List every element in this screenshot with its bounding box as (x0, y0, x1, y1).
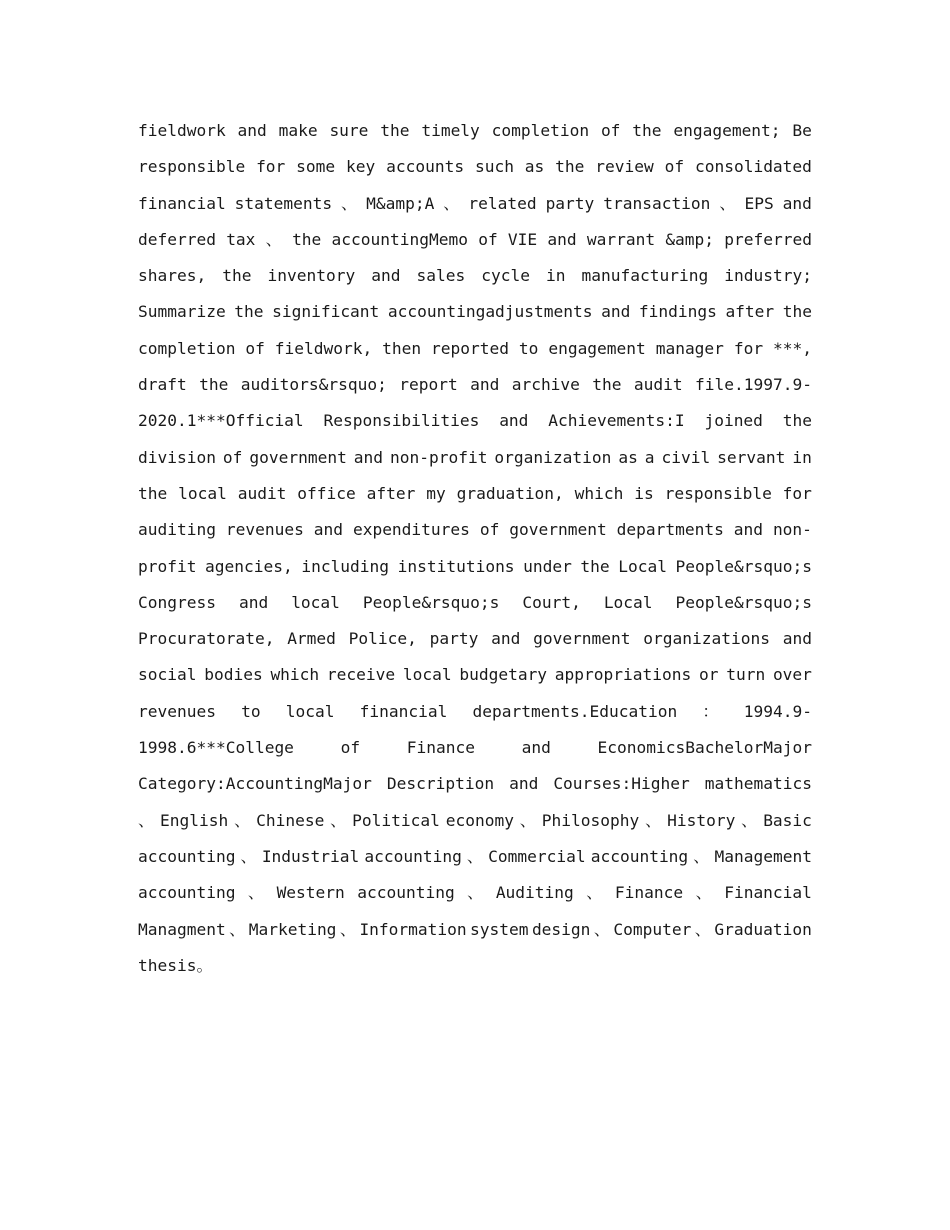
word: of (664, 157, 685, 177)
word: and (238, 592, 269, 612)
word: Commercial (488, 846, 586, 866)
word: local (291, 592, 340, 612)
word: party (429, 629, 479, 649)
word: related (468, 193, 537, 213)
word: 1994.9- (743, 701, 812, 721)
word: local (402, 665, 452, 685)
word: and (782, 193, 812, 213)
word: Philosophy (541, 810, 640, 830)
word: Responsibilities (323, 411, 480, 431)
word: Computer (613, 919, 692, 939)
word: financial (359, 701, 448, 721)
word: receive (326, 665, 396, 685)
word: the (632, 121, 662, 140)
text-line (138, 512, 812, 548)
word: Courses:Higher (553, 774, 690, 794)
word: People&rsquo;s (675, 556, 812, 576)
text-line (138, 440, 812, 476)
word: thesis。 (138, 955, 213, 975)
word: bodies (204, 665, 263, 685)
word: file.1997.9- (695, 375, 812, 395)
word: under (523, 556, 572, 576)
word: Police, (348, 629, 417, 649)
word: ： (702, 701, 719, 721)
word: and (547, 229, 577, 249)
word: after (366, 483, 416, 503)
word: responsible (664, 483, 772, 503)
word: fieldwork, (274, 338, 373, 358)
word: completion (491, 121, 590, 140)
word: and (237, 121, 267, 140)
word: accounting (590, 846, 689, 866)
word: Finance (406, 738, 475, 758)
word: the (555, 157, 585, 177)
word: Information (359, 919, 467, 939)
word: expenditures (352, 520, 470, 540)
word: over (772, 665, 812, 685)
word: cycle (481, 266, 530, 286)
word: Basic (763, 810, 812, 830)
word: History (667, 810, 736, 830)
word: 、 (443, 193, 460, 213)
word: financial (138, 193, 226, 213)
word: 、 (693, 846, 710, 866)
word: audit (633, 375, 683, 395)
word: the (782, 302, 812, 322)
word: industry; (724, 266, 812, 286)
word: 、 (234, 810, 251, 830)
word: 、 (247, 883, 265, 903)
word: design (531, 919, 591, 939)
word: warrant (586, 229, 656, 249)
word: including (301, 556, 390, 576)
word: for (782, 483, 812, 503)
text-line (138, 912, 812, 948)
word: then (382, 338, 422, 358)
word: 1998.6***College (138, 738, 294, 758)
word: the (592, 375, 622, 395)
text-line (138, 585, 812, 621)
word: 、 (519, 810, 536, 830)
word: completion (138, 338, 236, 358)
word: Procuratorate, (138, 629, 275, 649)
word: manufacturing (581, 266, 709, 286)
word: the (292, 229, 322, 249)
word: accounting (357, 883, 455, 903)
text-line (138, 948, 812, 984)
word: turn (726, 665, 766, 685)
word: auditors&rsquo; (240, 375, 387, 395)
word: of (600, 121, 621, 140)
body-text (138, 113, 812, 984)
word: review (595, 157, 654, 177)
word: accounts (386, 157, 465, 177)
word: Armed (287, 629, 336, 649)
word: of (478, 229, 498, 249)
word: 、 (138, 810, 155, 830)
word: accounting (138, 883, 236, 903)
word: Finance (614, 883, 684, 903)
word: civil (661, 447, 711, 467)
word: or (698, 665, 719, 685)
word: 、 (695, 883, 712, 903)
word: sure (329, 121, 369, 140)
text-line (138, 549, 812, 585)
word: local (178, 483, 227, 503)
word: Industrial (261, 846, 360, 866)
word: key (346, 157, 376, 177)
word: and (353, 447, 384, 467)
word: statements (234, 193, 333, 213)
word: reported (431, 338, 510, 358)
word: Summarize (138, 302, 226, 322)
word: Category:AccountingMajor (138, 774, 372, 794)
word: and (491, 629, 521, 649)
word: engagement; (673, 121, 781, 140)
word: Auditing (495, 883, 574, 903)
word: party (545, 193, 595, 213)
text-line (138, 258, 812, 294)
word: Local (618, 556, 667, 576)
word: in (792, 447, 812, 467)
word: VIE (507, 229, 538, 249)
word: a (644, 447, 655, 467)
word: of (245, 338, 265, 358)
word: Local (603, 592, 653, 612)
word: 2020.1***Official (138, 411, 304, 431)
word: M&amp;A (366, 193, 435, 213)
text-line (138, 730, 812, 766)
word: the (234, 302, 264, 322)
word: as (618, 447, 638, 467)
text-line (138, 149, 812, 185)
word: Management (714, 846, 812, 866)
word: and (499, 411, 529, 431)
word: appropriations (554, 665, 692, 685)
word: budgetary (459, 665, 548, 685)
text-line (138, 839, 812, 875)
word: institutions (397, 556, 515, 576)
text-line (138, 766, 812, 802)
word: draft (138, 375, 187, 395)
word: for (733, 338, 764, 358)
text-line (138, 657, 812, 693)
word: Description (386, 774, 495, 794)
text-line (138, 113, 812, 149)
word: significant (272, 302, 380, 322)
word: of (340, 738, 361, 758)
word: such (474, 157, 514, 177)
word: the (222, 266, 252, 286)
word: fieldwork (138, 121, 226, 140)
word: and (521, 738, 551, 758)
word: revenues (138, 701, 216, 721)
word: organization (494, 447, 612, 467)
word: archive (511, 375, 580, 395)
text-line (138, 875, 812, 911)
word: tax (226, 229, 256, 249)
text-line (138, 331, 812, 367)
word: system (470, 919, 529, 939)
word: economy (445, 810, 514, 830)
word: timely (421, 121, 480, 140)
word: and (601, 302, 631, 322)
word: non-profit (390, 447, 488, 467)
word: 、 (265, 229, 282, 249)
word: mathematics (704, 774, 812, 794)
word: 、 (719, 193, 736, 213)
word: 、 (741, 810, 758, 830)
word: accounting (364, 846, 462, 866)
word: the (580, 556, 610, 576)
word: Chinese (256, 810, 325, 830)
word: and (470, 375, 500, 395)
word: 、 (466, 846, 484, 866)
word: 、 (339, 919, 357, 939)
word: EPS (744, 193, 774, 213)
word: 、 (467, 883, 484, 903)
word: inventory (267, 266, 356, 286)
text-line (138, 294, 812, 330)
word: findings (638, 302, 717, 322)
word: &amp; (665, 229, 715, 249)
word: organizations (643, 629, 770, 649)
text-line (138, 403, 812, 439)
word: 、 (586, 883, 603, 903)
word: English (160, 810, 229, 830)
word: 、 (229, 919, 246, 939)
word: Graduation (714, 919, 812, 939)
word: and (733, 520, 764, 540)
text-line (138, 694, 812, 730)
word: agencies, (205, 556, 293, 576)
word: of (222, 447, 243, 467)
word: consolidated (694, 157, 812, 177)
word: joined (704, 411, 763, 431)
word: the (380, 121, 410, 140)
word: transaction (603, 193, 711, 213)
word: local (285, 701, 335, 721)
word: which (270, 665, 320, 685)
word: responsible (138, 157, 246, 177)
word: to (241, 701, 261, 721)
word: government (533, 629, 631, 649)
word: non- (772, 520, 812, 540)
word: engagement (548, 338, 646, 358)
word: Achievements:I (548, 411, 685, 431)
word: government (249, 447, 347, 467)
text-line (138, 621, 812, 657)
word: profit (138, 556, 197, 576)
word: departments.Education (472, 701, 678, 721)
word: the (138, 483, 168, 503)
text-line (138, 803, 812, 839)
word: departments (616, 520, 724, 540)
word: 、 (694, 919, 711, 939)
word: People&rsquo;s (675, 592, 812, 612)
word: and (509, 774, 539, 794)
word: 、 (330, 810, 347, 830)
word: division (138, 447, 216, 467)
word: and (313, 520, 344, 540)
word: to (518, 338, 539, 358)
text-line (138, 367, 812, 403)
word: Financial (724, 883, 812, 903)
word: accounting (138, 846, 236, 866)
word: Congress (138, 592, 216, 612)
word: accountingadjustments (387, 302, 593, 322)
word: Marketing (248, 919, 337, 939)
word: audit (237, 483, 287, 503)
text-line (138, 476, 812, 512)
word: is (634, 483, 654, 503)
word: my (426, 483, 446, 503)
word: manager (655, 338, 724, 358)
word: ***, (773, 338, 812, 358)
word: which (574, 483, 624, 503)
word: People&rsquo;s (362, 592, 500, 612)
word: 、 (341, 193, 358, 213)
word: Political (352, 810, 440, 830)
word: sales (416, 266, 466, 286)
word: revenues (225, 520, 304, 540)
word: 、 (240, 846, 257, 866)
word: some (296, 157, 336, 177)
word: after (725, 302, 775, 322)
word: the (782, 411, 812, 431)
word: 、 (593, 919, 611, 939)
text-line (138, 222, 812, 258)
word: preferred (724, 229, 812, 249)
word: as (524, 157, 545, 177)
word: and (782, 629, 812, 649)
word: in (546, 266, 566, 286)
word: shares, (138, 266, 207, 286)
word: report (399, 375, 458, 395)
word: 、 (645, 810, 662, 830)
word: accountingMemo (331, 229, 468, 249)
word: Be (792, 121, 812, 140)
word: social (138, 665, 197, 685)
word: of (479, 520, 500, 540)
word: and (371, 266, 401, 286)
word: government (509, 520, 607, 540)
word: Court, (522, 592, 581, 612)
text-line (138, 186, 812, 222)
word: deferred (138, 229, 216, 249)
word: Western (276, 883, 345, 903)
word: make (278, 121, 318, 140)
word: the (199, 375, 229, 395)
word: for (256, 157, 286, 177)
word: office (297, 483, 356, 503)
word: EconomicsBachelorMajor (597, 738, 812, 758)
word: auditing (138, 520, 216, 540)
word: graduation, (456, 483, 564, 503)
word: servant (717, 447, 786, 467)
word: Managment (138, 919, 226, 939)
